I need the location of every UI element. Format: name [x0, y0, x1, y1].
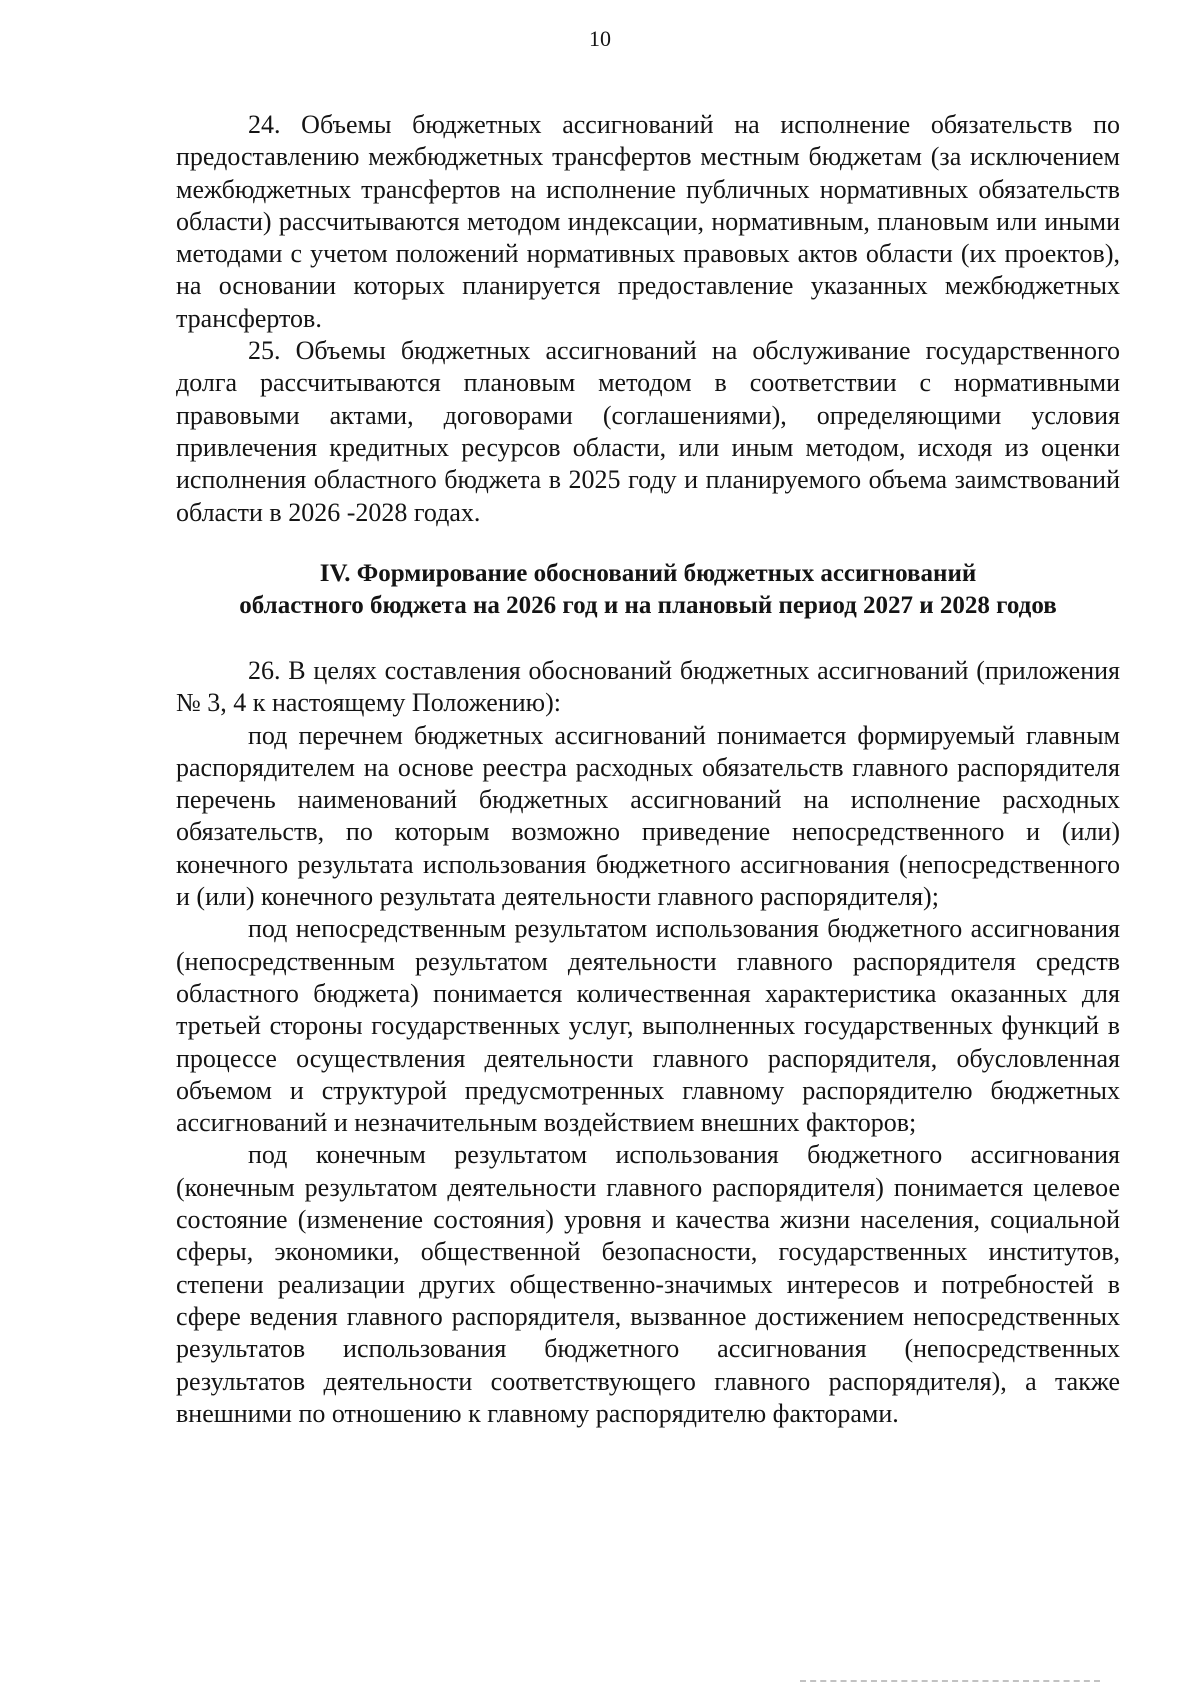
section-heading [176, 558, 1120, 622]
definition-direct-result: под непосредственным результатом использования бюджетного ассигнования (непосредственным результатом деятельности главного распорядителя средств областного бюджета) понимается количественная характеристика оказанных для третьей стороны государственных услуг, выполненных государственных функций в процессе осуществления деятельности главного распорядителя, обусловленная объемом и структурой предусмотренных главному распорядителю бюджетных ассигнований и незначительным воздействием внешних факторов; [176, 914, 1120, 1138]
paragraph-25: 25. Объемы бюджетных ассигнований на обслуживание государственного долга рассчитываются плановым методом в соответствии с нормативными правовыми актами, договорами (соглашениями), определяющими условия привлечения кредитных ресурсов области, или иным методом, исходя из оценки исполнения областного бюджета в 2025 году и планируемого объема заимствований области в 2026 -2028 годах. [176, 336, 1120, 527]
paragraph-24: 24. Объемы бюджетных ассигнований на исполнение обязательств по предоставлению межбюджетных трансфертов местным бюджетам (за исключением межбюджетных трансфертов на исполнение публичных нормативных обязательств области) рассчитываются методом индексации, нормативным, плановым или иными методами с учетом положений нормативных правовых актов области (их проектов), на основании которых планируется предоставление указанных межбюджетных трансфертов. [176, 110, 1120, 333]
page-number: 10 [589, 26, 611, 51]
paragraphs-block-bottom [176, 655, 1120, 1430]
definition-final-result: под конечным результатом использования бюджетного ассигнования (конечным результатом деятельности главного распорядителя) понимается целевое состояние (изменение состояния) уровня и качества жизни населения, социальной сферы, экономики, общественной безопасности, государственных институтов, степени реализации других общественно-значимых интересов и потребностей в сфере ведения главного распорядителя, вызванное достижением непосредственных результатов использования бюджетного ассигнования (непосредственных результатов деятельности соответствующего главного распорядителя), а также внешними по отношению к главному распорядителю факторами. [176, 1140, 1120, 1428]
definition-budget-list: под перечнем бюджетных ассигнований понимается формируемый главным распорядителем на основе реестра расходных обязательств главного распорядителя перечень наименований бюджетных ассигнований на исполнение расходных обязательств, по которым возможно приведение непосредственного и (или) конечного результата использования бюджетного ассигнования (непосредственного и (или) конечного результата деятельности главного распорядителя); [176, 720, 1120, 912]
section-heading-line-2: областного бюджета на 2026 год и на плановый период 2027 и 2028 годов [239, 592, 1057, 619]
section-heading-line-1: IV. Формирование обоснований бюджетных ассигнований [319, 560, 977, 587]
paragraph-26: 26. В целях составления обоснований бюджетных ассигнований (приложения № 3, 4 к настоящему Положению): [176, 656, 1120, 718]
scan-artifact [800, 1680, 1100, 1686]
paragraphs-block-top [176, 109, 1120, 529]
